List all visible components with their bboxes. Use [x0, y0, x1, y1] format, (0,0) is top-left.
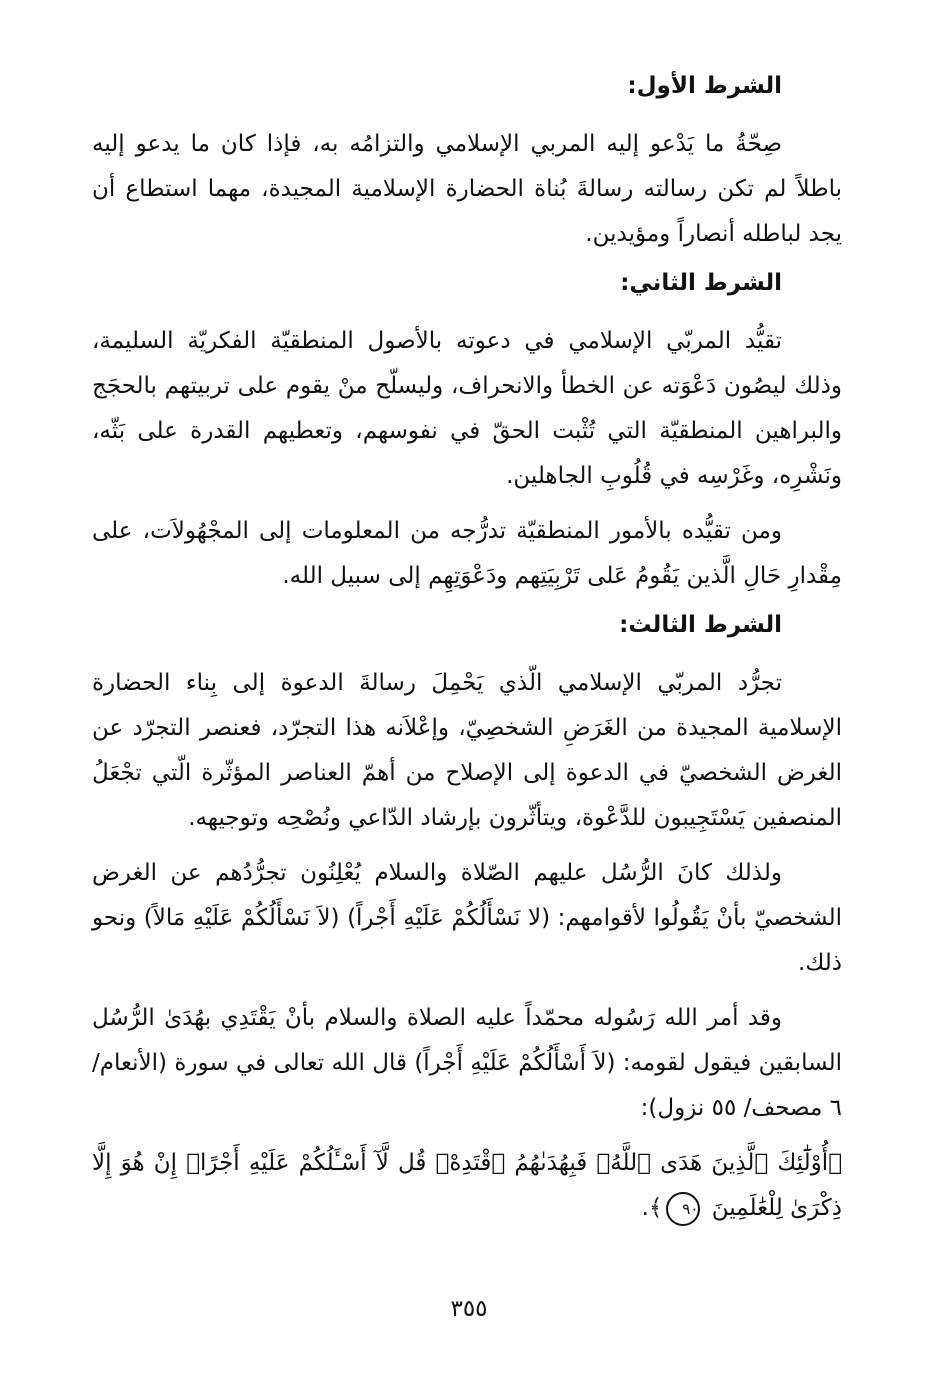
section-heading: الشرط الأول:	[627, 73, 782, 99]
paragraph: تقيُّد المربّي الإسلامي في دعوته بالأصول المنطقيّة الفكريّة السليمة، وذلك ليصُون دَعْوَته عن الخطأ والانحراف، وليسلّح منْ يقوم على تربيتهم بالحجَج والبراهين المنطقيّة التي تُثْبت الحقّ في نفوسهم، وتعطيهم القدرة على بَثّه، ونَشْرِه، وغَرْسِه في قُلُوبِ الجاهلين.	[92, 328, 842, 489]
paragraph: صِحّةُ ما يَدْعو إليه المربي الإسلامي والتزامُه به، فإذا كان ما يدعو إليه باطلاً لم تكن رسالته رسالةَ بُناة الحضارة الإسلامية المجيدة، مهما استطاع أن يجد لباطله أنصاراً ومؤيدين.	[92, 131, 842, 247]
section-first-condition	[92, 70, 842, 257]
section-heading: الشرط الثالث:	[619, 612, 782, 638]
quran-verse-text: أُوْلَٰٓئِكَ ٱلَّذِينَ هَدَى ٱللَّهُۖ فَبِهُدَىٰهُمُ ٱقْتَدِهْۗ قُل لَّآ أَسْـَٔلُكُمْ عَلَيْهِ أَجْرًاۖ إِنْ هُوَ إِلَّا ذِكْرَىٰ لِلْعَٰلَمِينَ	[92, 1150, 842, 1221]
ayah-number-marker: ٩٠	[666, 1192, 700, 1226]
book-page	[92, 70, 842, 1231]
paragraph: ومن تقيُّده بالأمور المنطقيّة تدرُّجه من المعلومات إلى المجْهُولاَت، على مِقْدارِ حَالِ الَّذين يَقُومُ عَلى تَرْبِيَتِهم ودَعْوَتِهِم إلى سبيل الله.	[92, 518, 842, 589]
section-second-condition	[92, 267, 842, 599]
quran-end-punctuation: .	[641, 1195, 649, 1221]
page-number: ٣٥٥	[450, 1296, 488, 1322]
quran-close-bracket: ﴾	[648, 1195, 663, 1221]
section-third-condition	[92, 609, 842, 1131]
paragraph: تجرُّد المربّي الإسلامي الّذي يَحْمِلَ رسالةَ الدعوة إلى بِناء الحضارة الإسلامية المجيدة من الغَرَضِ الشخصِيّ، وإعْلاَنه هذا التجرّد، فعنصر التجرّد عن الغرض الشخصيّ في الدعوة إلى الإصلاح من أهمّ العناصر المؤثّرة الّتي تجْعَلُ المنصفين يَسْتَجِيبون للدَّعْوة، ويتأثّرون بإرشاد الدّاعي ونُصْحِه وتوجيهه.	[92, 670, 842, 831]
paragraph: وقد أمر الله رَسُوله محمّداً عليه الصلاة والسلام بأنْ يَقْتَدِي بهُدَىٰ الرُّسُل السابقين فيقول لقومه: (لاَ أَسْأَلُكُمْ عَلَيْهِ أَجْراً) قال الله تعالى في سورة (الأنعام/ ٦ مصحف/ ٥٥ نزول):	[92, 1005, 842, 1121]
section-heading: الشرط الثاني:	[620, 270, 782, 296]
quran-verse	[92, 1141, 842, 1231]
quran-open-bracket: ﴿	[828, 1150, 842, 1176]
paragraph: ولذلك كانَ الرُّسُل عليهم الصّلاة والسلام يُعْلِنُون تجرُّدُهم عن الغرض الشخصيّ بأنْ يَقُولُوا لأقوامهم: (لا نَسْأَلُكُمْ عَلَيْهِ أَجْراً) (لاَ نَسْأَلُكُمْ عَلَيْهِ مَالاً) ونحو ذلك.	[92, 860, 842, 976]
